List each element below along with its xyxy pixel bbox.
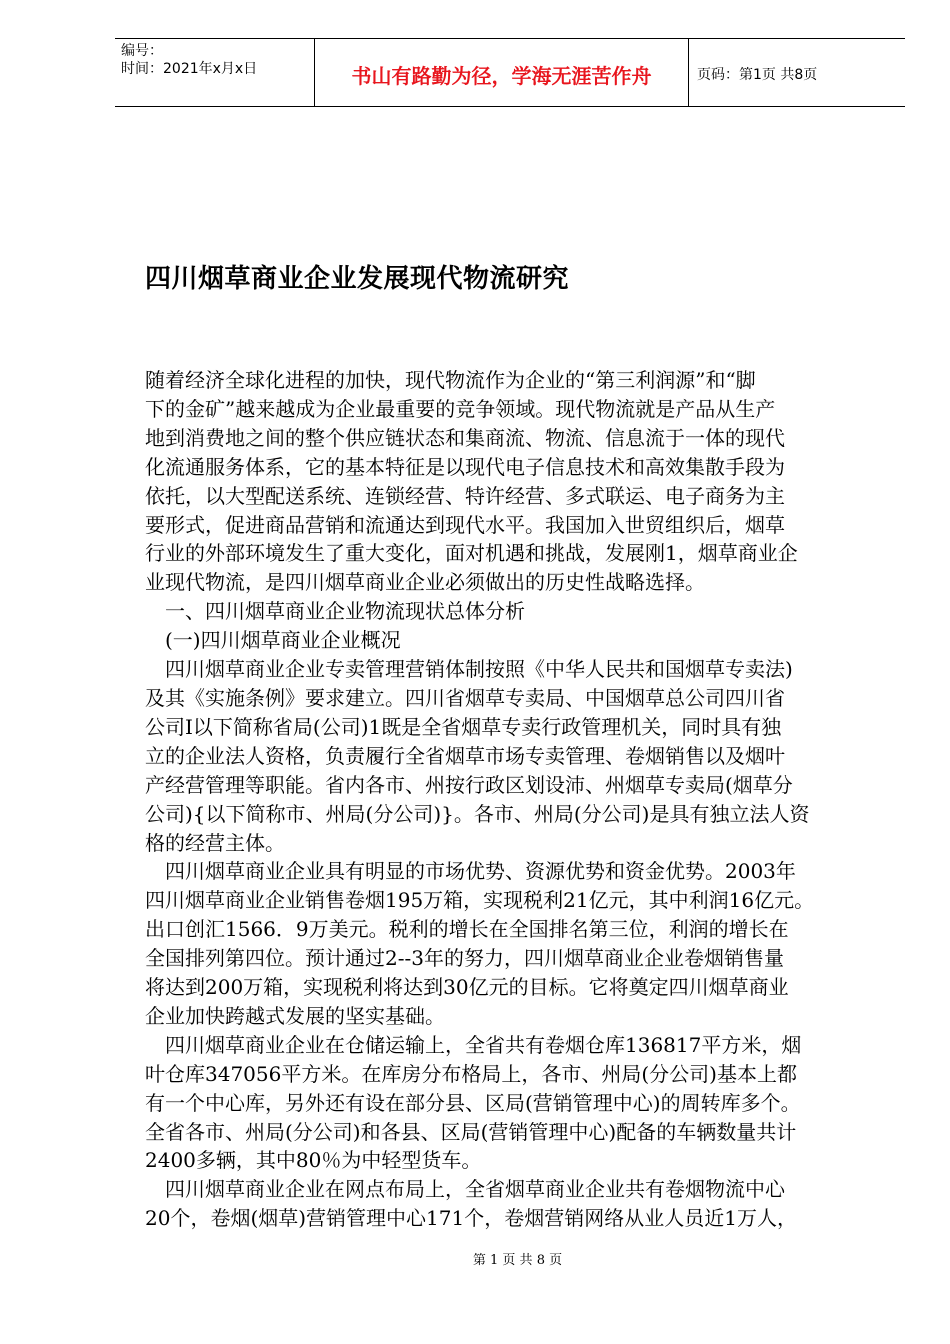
body-line: 叶仓库347056平方米。在库房分布格局上，各市、州局(分公司)基本上都 [145,1061,797,1086]
body-line: 2400多辆，其中80％为中轻型货车。 [145,1148,482,1173]
header-meta [115,39,315,106]
body-line: 依托，以大型配送系统、连锁经营、特许经营、多式联运、电子商务为主 [145,483,785,508]
document-title: 四川烟草商业企业发展现代物流研究 [145,264,570,294]
body-line: 要形式，促进商品营销和流通达到现代水平。我国加入世贸组织后，烟草 [145,512,785,537]
body-line: 20个，卷烟(烟草)营销管理中心171个，卷烟营销网络从业人员近1万人， [145,1206,797,1231]
header-motto: 书山有路勤为径，学海无涯苦作舟 [315,39,689,106]
body-line: 全省各市、州局(分公司)和各县、区局(营销管理中心)配备的车辆数量共计 [145,1119,797,1144]
body-line: 立的企业法人资格，负责履行全省烟草市场专卖管理、卷烟销售以及烟叶 [145,743,785,768]
body-line: 四川烟草商业企业在网点布局上，全省烟草商业企业共有卷烟物流中心 [145,1177,785,1202]
time-label: 时间：2021年x月x日 [121,61,258,77]
page-footer [0,1249,950,1268]
body-line: 全国排列第四位。预计通过2--3年的努力，四川烟草商业企业卷烟销售量 [145,946,784,971]
body-line: 四川烟草商业企业在仓储运输上，全省共有卷烟仓库136817平方米，烟 [145,1032,802,1057]
body-line: (一)四川烟草商业企业概况 [145,628,401,653]
body-line: 化流通服务体系，它的基本特征是以现代电子信息技术和高效集散手段为 [145,454,785,479]
body-line: 格的经营主体。 [145,830,285,855]
body-line: 四川烟草商业企业专卖管理营销体制按照《中华人民共和国烟草专卖法) [145,657,793,682]
body-line: 公司Ⅰ以下简称省局(公司)1既是全省烟草专卖行政管理机关，同时具有独 [145,714,782,739]
number-label: 编号： [121,43,163,59]
body-line: 地到消费地之间的整个供应链状态和集商流、物流、信息流于一体的现代 [145,425,785,450]
body-line: 一、四川烟草商业企业物流现状总体分析 [145,599,525,624]
body-line: 产经营管理等职能。省内各市、州按行政区划设沛、州烟草专卖局(烟草分 [145,772,793,797]
document-header [115,38,905,107]
body-line: 企业加快跨越式发展的坚实基础。 [145,1003,445,1028]
body-line: 公司){以下简称市、州局(分公司)}。各市、州局(分公司)是具有独立法人资 [145,801,810,826]
body-line: 四川烟草商业企业具有明显的市场优势、资源优势和资金优势。2003年 [145,859,796,884]
body-line: 出口创汇1566．9万美元。税利的增长在全国排名第三位，利润的增长在 [145,917,789,942]
body-line: 随着经济全球化进程的加快，现代物流作为企业的“第三利润源”和“脚 [145,368,756,392]
body-line: 及其《实施条例》要求建立。四川省烟草专卖局、中国烟草总公司四川省 [145,685,785,710]
body-line: 行业的外部环境发生了重大变化，面对机遇和挑战，发展刚1，烟草商业企 [145,541,798,566]
body-line: 业现代物流，是四川烟草商业企业必须做出的历史性战略选择。 [145,570,705,595]
body-line: 四川烟草商业企业销售卷烟195万箱，实现税利21亿元，其中利润16亿元。 [145,888,815,913]
body-line: 有一个中心库，另外还有设在部分县、区局(营销管理中心)的周转库多个。 [145,1090,801,1115]
header-page-info: 页码：第1页 共8页 [697,66,818,83]
page-number: 第 1 页 共 8 页 [472,1253,563,1268]
body-line: 下的金矿”越来越成为企业最重要的竞争领域。现代物流就是产品从生产 [145,396,776,421]
body-line: 将达到200万箱，实现税利将达到30亿元的目标。它将奠定四川烟草商业 [145,975,789,1000]
document-body [145,366,865,1233]
